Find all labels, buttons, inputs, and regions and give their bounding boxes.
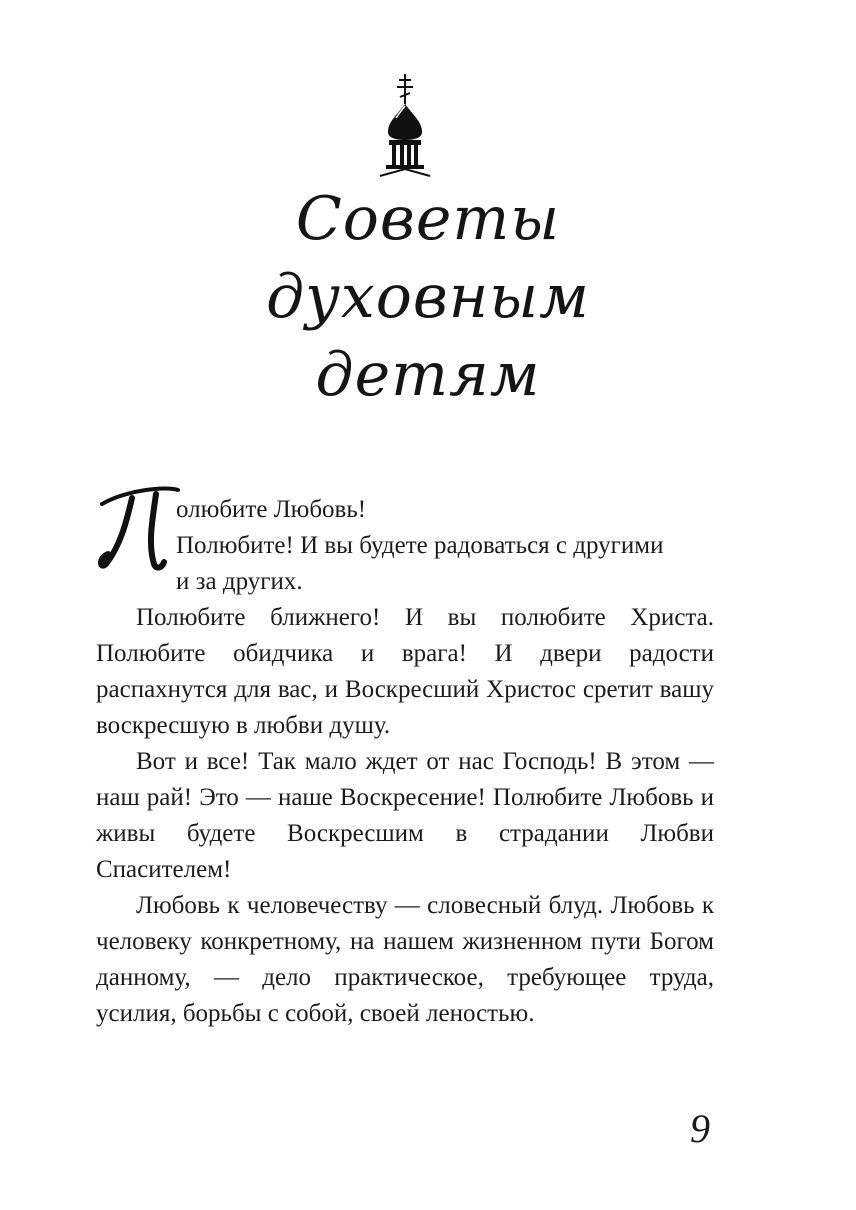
text-line: и за других. <box>176 568 303 595</box>
drop-cap-letter: П <box>136 536 144 547</box>
title-line: духовным <box>266 262 590 332</box>
church-dome-icon <box>376 72 434 180</box>
page-number: 9 <box>690 1106 710 1151</box>
paragraph: Полюбите ближнего! И вы полюбите Христа. Полюбите обидчика и врага! И двери радости распахнутся для вас, и Воскресший Христос сретит вашу воскресшую в любви душу. <box>96 604 714 739</box>
drop-cap <box>96 484 180 580</box>
paragraph: Любовь к человечеству — словесный блуд. Любовь к человеку конкретному, на нашем жизненном пути Богом данному, — дело практическое, требующее труда, усилия, борьбы с собой, своей леностью. <box>96 892 714 1027</box>
title-line: Советы <box>295 184 561 254</box>
first-paragraph <box>96 492 714 600</box>
text-line: олюбите Любовь! <box>176 496 367 523</box>
text-line: Полюбите! И вы будете радоваться с другими <box>176 532 664 559</box>
paragraph: Вот и все! Так мало ждет от нас Господь! В этом — наш рай! Это — наше Воскресение! Полюбите Любовь и живы будете Воскресшим в страдании Любви Спасителем! <box>96 748 714 883</box>
body-text <box>96 492 714 1032</box>
title-line: детям <box>315 340 541 410</box>
page-title <box>0 180 856 414</box>
